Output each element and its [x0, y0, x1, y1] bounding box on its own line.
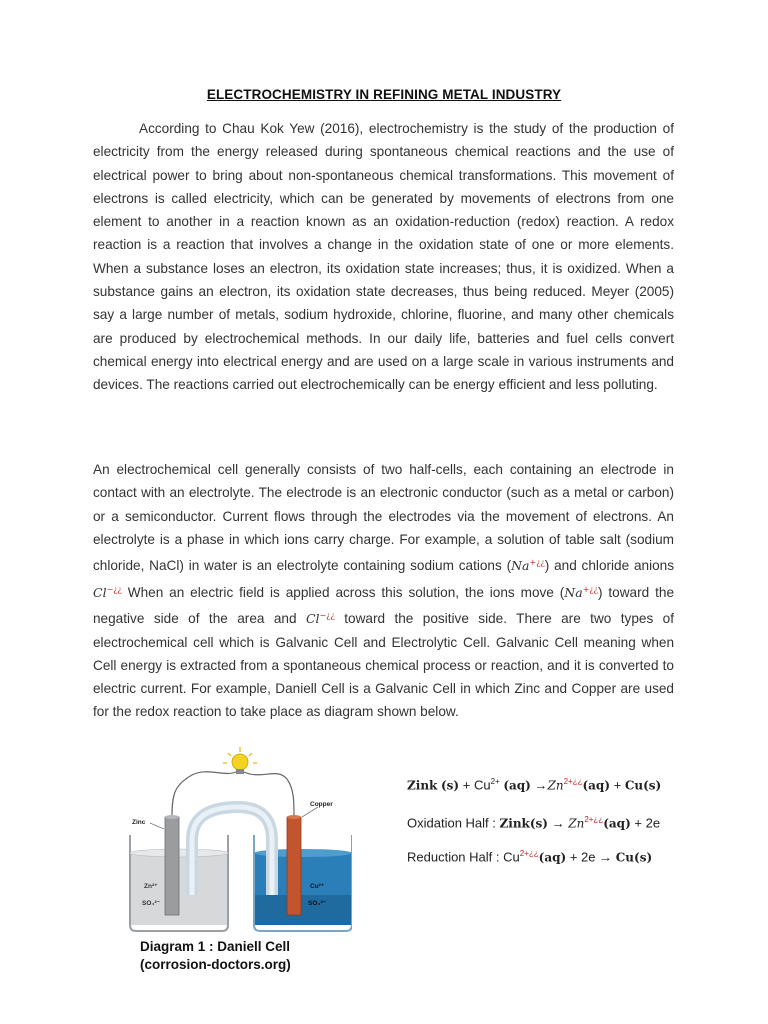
daniell-cell-diagram: [112, 745, 352, 935]
zinc-electrode: [165, 817, 179, 915]
caption-line-2: (corrosion-doctors.org): [140, 957, 291, 972]
label-zinc: Zinc: [132, 819, 146, 826]
sodium-cation-2: Na+¿¿: [564, 584, 598, 600]
label-so4-left: SO₄²⁻: [142, 900, 161, 907]
diagram-caption: [140, 938, 340, 974]
paragraph-2: [93, 458, 674, 724]
document-title: ELECTROCHEMISTRY IN REFINING METAL INDUSTRY: [206, 87, 562, 102]
paragraph-2-text-c: When an electric field is applied across this solution, the ions move (: [121, 584, 565, 600]
sodium-cation: Na+¿¿: [511, 558, 545, 574]
caption-line-1: Diagram 1 : Daniell Cell: [140, 939, 291, 954]
paragraph-1: According to Chau Kok Yew (2016), electrochemistry is the study of the production of electricity from the energy released during spontaneous chemical reactions and the use of electrical power to bring about non-spontaneous chemical transformations. This movement of electrons is called electricity, which can be generated by movements of electrons from one element to another in a reaction known as an oxidation-reduction (redox) reaction. A redox reaction is a reaction that involves a change in the oxidation state of one or more elements. When a substance loses an electron, its oxidation state increases; thus, it is oxidized. When a substance gains an electron, its oxidation state decreases, thus being reduced. Meyer (2005) say a large number of metals, sodium hydroxide, chlorine, fluorine, and many other chemicals are produced by electrochemical methods. In our daily life, batteries and fuel cells convert chemical energy into electrical energy and are used on a large scale in various instruments and devices. The reactions carried out electrochemically can be energy efficient and less polluting.: [93, 121, 674, 393]
chloride-anion-2: Cl−¿¿: [305, 611, 335, 627]
light-bulb-icon: [223, 747, 257, 774]
chloride-anion: Cl−¿¿: [93, 584, 122, 600]
equation-reduction-half: Reduction Half : $Cu^{2+¿¿}(aq) + 2e \to Cu(s)$: [407, 849, 653, 865]
paragraph-2-text-d: ) toward the negative side of the area and: [93, 584, 674, 627]
copper-electrode: [287, 817, 301, 915]
equation-overall: Zink $(s) + Cu^{2+}$ $(aq) \to Zn^{2+¿¿}(aq) + Cu(s)$: [407, 777, 662, 793]
label-so4-right: SO₄²⁻: [308, 900, 327, 907]
label-copper: Copper: [310, 801, 333, 808]
paragraph-2-text-e: toward the positive side. There are two types of electrochemical cell which is Galvanic Cell and Electrolytic Cell. Galvanic Cell meaning when Cell energy is extracted from a spontaneous chemical process or reaction, and it is converted to electric current. For example, Daniell Cell is a Galvanic Cell in which Zinc and Copper are used for the redox reaction to take place as diagram shown below.: [93, 611, 675, 720]
equation-oxidation-half: Oxidation Half : Zink(s) → $Zn^{2+¿¿}(aq) + 2e$: [407, 815, 661, 831]
paragraph-2-text-a: An electrochemical cell generally consists of two half-cells, each containing an electrode in contact with an electrolyte. The electrode is an electronic conductor (such as a metal or carbon) or a semiconductor. Current flows through the electrodes via the movement of electrons. An electrolyte is a phase in which ions carry charge. For example, a solution of table salt (sodium chloride, NaCl) in water is an electrolyte containing sodium cations (: [93, 462, 674, 574]
label-zn-ion: Zn²⁺: [144, 883, 158, 890]
paragraph-2-text-b: ) and chloride anions: [544, 558, 675, 574]
label-cu-ion: Cu²⁺: [310, 883, 325, 890]
